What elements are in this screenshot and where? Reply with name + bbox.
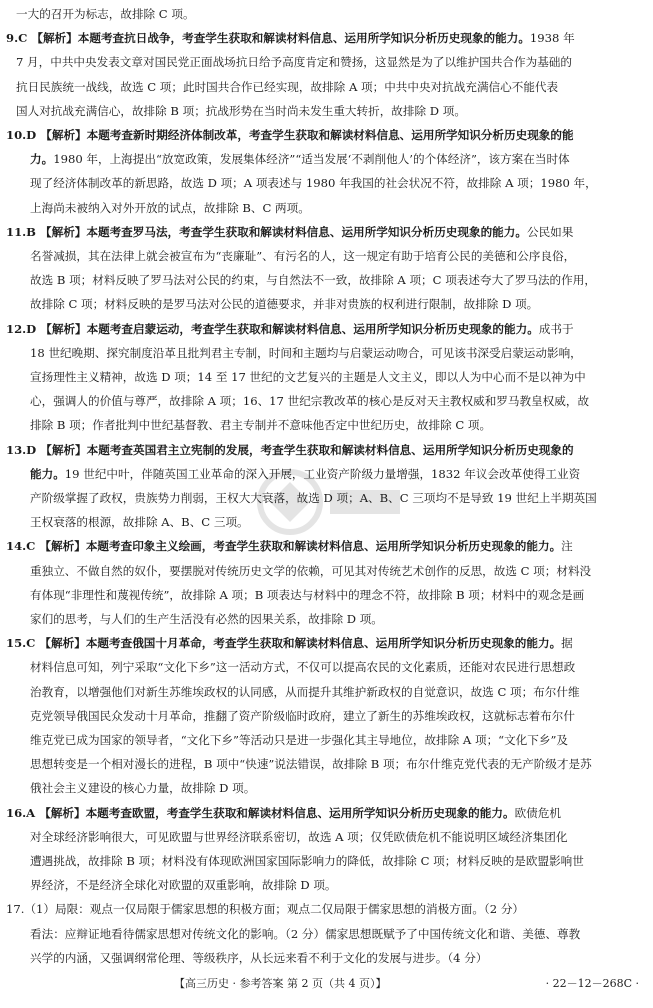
line-text: 故选 B 项；材料反映了罗马法对公民的约束，与自然法不一致，故排除 A 项；C 项表述夸大了罗马法的作用， (30, 273, 596, 288)
footer-title: 【高三历史 · 参考答案 第 2 页（共 4 页）】 (174, 977, 387, 990)
line-text: 排除 B 项；作者批判中世纪基督教、君主专制并不意味他否定中世纪历史，故排除 C 项。 (30, 418, 492, 433)
line-text: 家们的思考，与人们的生产生活没有必然的因果关系，故排除 D 项。 (30, 612, 383, 626)
text-line (30, 776, 653, 800)
text-line (30, 583, 653, 607)
analysis-heading: 本题考查新时期经济体制改革，考查学生获取和解读材料信息、运用所学知识分析历史现象的能 (86, 128, 574, 142)
text-line (30, 728, 653, 752)
text-line (6, 897, 653, 921)
analysis-heading: 本题考查欧盟，考查学生获取和解读材料信息、运用所学知识分析历史现象的能力。 (85, 805, 515, 820)
text-line (30, 752, 653, 776)
text-line (6, 26, 653, 50)
answer-label: 14.C 【解析】 (6, 539, 86, 554)
analysis-heading: 本题考查印象主义绘画，考查学生获取和解读材料信息、运用所学知识分析历史现象的能力。 (85, 539, 562, 554)
answer-label: 13.D 【解析】 (6, 442, 87, 457)
analysis-heading: 本题考查英国君主立宪制的发展，考查学生获取和解读材料信息、运用所学知识分析历史现象的 (86, 442, 574, 457)
analysis-heading: 本题考查抗日战争，考查学生获取和解读材料信息、运用所学知识分析历史现象的能力。 (77, 31, 530, 46)
text-line (30, 341, 653, 365)
text-line (6, 220, 653, 244)
text-line (6, 317, 653, 341)
line-text: 一大的召开为标志，故排除 C 项。 (16, 7, 195, 21)
text-line (30, 389, 653, 413)
text-line (30, 946, 653, 970)
line-text: 材料信息可知，列宁采取“文化下乡”这一活动方式，不仅可以提高农民的文化素质，还能对农民进行思想政 (30, 660, 576, 675)
text-line (30, 607, 653, 631)
answer-label: 12.D 【解析】 (6, 321, 87, 336)
line-text: 心，强调人的价值与尊严，故排除 A 项；16、17 世纪宗教改革的核心是反对天主教权威和罗马教皇权威，故 (30, 394, 590, 409)
line-text: 名誉减损，其在法律上就会被宣布为“丧廉耻”、有污名的人，这一规定有助于培育公民的美德和公序良俗， (30, 249, 576, 263)
line-text: 18 世纪晚期、探究制度沿革且批判君主专制，时间和主题均与启蒙运动吻合，可见该书深受启蒙运动影响， (30, 345, 582, 360)
line-text: 克党领导俄国民众发动十月革命，推翻了资产阶级临时政府，建立了新生的苏维埃政权，这就标志着布尔什 (30, 708, 575, 723)
text-line (16, 50, 653, 74)
text-line (16, 2, 653, 26)
analysis-heading: 本题考查俄国十月革命，考查学生获取和解读材料信息、运用所学知识分析历史现象的能力。 (85, 636, 562, 651)
line-text: 1980 年，上海提出“放宽政策，发展集体经济”“适当发展‘不剥削他人’的个体经济”，该方案在当时体 (53, 152, 570, 167)
text-line (30, 462, 653, 486)
line-text: 看法：应辩证地看待儒家思想对传统文化的影响。（2 分）儒家思想既赋予了中国传统文化和谐、美德、尊教 (30, 926, 581, 941)
line-text: 遭遇挑战，故排除 B 项；材料没有体现欧洲国家国际影响力的降低，故排除 C 项；材料反映的是欧盟影响世 (30, 854, 584, 868)
line-text: 宣扬理性主义精神，故选 D 项；14 至 17 世纪的文艺复兴的主题是人文主义，即以人为中心而不是以神为中 (30, 370, 586, 384)
line-text: 有体现“非理性和蔑视传统”，故排除 A 项；B 项表达与材料中的理念不符，故排除 B 项；材料中的观念是画 (30, 587, 585, 602)
text-line (30, 171, 653, 195)
analysis-heading: 能力。 (30, 466, 65, 481)
answer-label: 15.C 【解析】 (6, 636, 86, 651)
analysis-heading: 本题考查启蒙运动，考查学生获取和解读材料信息、运用所学知识分析历史现象的能力。 (86, 321, 539, 336)
line-text: 俄社会主义建设的核心力量，故排除 D 项。 (30, 781, 256, 796)
line-text: 王权衰落的根源，故排除 A、B、C 三项。 (30, 515, 249, 530)
line-text: 对全球经济影响很大，可见欧盟与世界经济联系密切，故选 A 项；仅凭欧债危机不能说明区域经济集团化 (30, 829, 568, 844)
text-line (6, 438, 653, 462)
line-text: 国人对抗战充满信心，故排除 B 项；抗战形势在当时尚未发生重大转折，故排除 D 项。 (16, 103, 466, 118)
text-line (30, 244, 653, 268)
line-text: 现了经济体制改革的新思路，故选 D 项；A 项表述与 1980 年我国的社会状况不符，故排除 A 项；1980 年， (30, 176, 597, 191)
text-line (30, 365, 653, 389)
text-line (30, 413, 653, 437)
answer-label: 10.D 【解析】 (6, 128, 87, 142)
line-text: 公民如果 (526, 224, 574, 239)
line-text: 1938 年 (529, 31, 575, 46)
line-text: 维克党已成为国家的领导者，“文化下乡”等活动只是进一步强化其主导地位，故排除 A 项；“文化下乡”及 (30, 733, 568, 747)
answer-label: 16.A 【解析】 (6, 805, 86, 820)
text-line (30, 559, 653, 583)
page-footer (0, 972, 653, 996)
analysis-heading: 力。 (30, 152, 54, 167)
text-line (30, 268, 653, 292)
line-text: 成书于 (538, 321, 574, 336)
text-line (30, 196, 653, 220)
text-line (30, 292, 653, 316)
line-text: 界经济，不是经济全球化对欧盟的双重影响，故排除 D 项。 (30, 878, 337, 893)
line-text: 7 月，中共中央发表文章对国民党正面战场抗日给予高度肯定和赞扬，这显然是为了以维护国共合作为基础的 (16, 55, 572, 70)
text-line (30, 849, 653, 873)
line-text: 故排除 C 项；材料反映的是罗马法对公民的道德要求，并非对贵族的权利进行限制，故排除 D 项。 (30, 297, 539, 312)
text-line (6, 534, 653, 558)
answer-label: 11.B 【解析】 (6, 224, 87, 239)
footer-code: · 22－12－268C · (545, 977, 639, 990)
text-line (30, 680, 653, 704)
text-line (30, 486, 653, 510)
line-text: 17.（1）局限：观点一仅局限于儒家思想的积极方面；观点二仅局限于儒家思想的消极方面。（2 分） (6, 902, 525, 917)
text-line (6, 801, 653, 825)
text-line (30, 922, 653, 946)
text-line (30, 510, 653, 534)
line-text: 欧债危机 (514, 805, 561, 820)
line-text: 兴学的内涵，又强调纲常伦理、等级秩序，从长远来看不利于文化的发展与进步。（4 分） (30, 950, 488, 965)
text-line (16, 99, 653, 123)
text-line (16, 75, 653, 99)
text-line (30, 147, 653, 171)
line-text: 抗日民族统一战线，故选 C 项；此时国共合作已经实现，故排除 A 项；中共中央对抗战充满信心不能代表 (16, 79, 559, 94)
text-line (6, 123, 653, 147)
analysis-heading: 本题考查罗马法，考查学生获取和解读材料信息、运用所学知识分析历史现象的能力。 (86, 224, 527, 239)
line-text: 上海尚未被纳入对外开放的试点，故排除 B、C 两项。 (30, 200, 310, 215)
text-line (30, 704, 653, 728)
answer-label: 9.C 【解析】 (6, 31, 78, 46)
line-text: 据 (561, 636, 573, 651)
text-line (6, 631, 653, 655)
line-text: 注 (561, 539, 573, 554)
text-line (30, 873, 653, 897)
line-text: 治教育，以增强他们对新生苏维埃政权的认同感，从而提升其维护新政权的自觉意识，故选 C 项；布尔什维 (30, 684, 580, 699)
line-text: 19 世纪中叶，伴随英国工业革命的深入开展，工业资产阶级力量增强，1832 年议会改革使得工业资 (64, 466, 581, 481)
line-text: 思想转变是一个相对漫长的进程，B 项中“快速”说法错误，故排除 B 项；布尔什维克党代表的无产阶级才是苏 (30, 757, 592, 772)
text-line (30, 655, 653, 679)
line-text: 重独立、不做自然的奴仆，要摆脱对传统历史文学的依赖，可见其对传统艺术创作的反思，故选 C 项；材料没 (30, 563, 592, 578)
line-text: 产阶级掌握了政权，贵族势力削弱，王权大大衰落，故选 D 项；A、B、C 三项均不是导致 19 世纪上半期英国 (30, 491, 597, 505)
text-line (30, 825, 653, 849)
